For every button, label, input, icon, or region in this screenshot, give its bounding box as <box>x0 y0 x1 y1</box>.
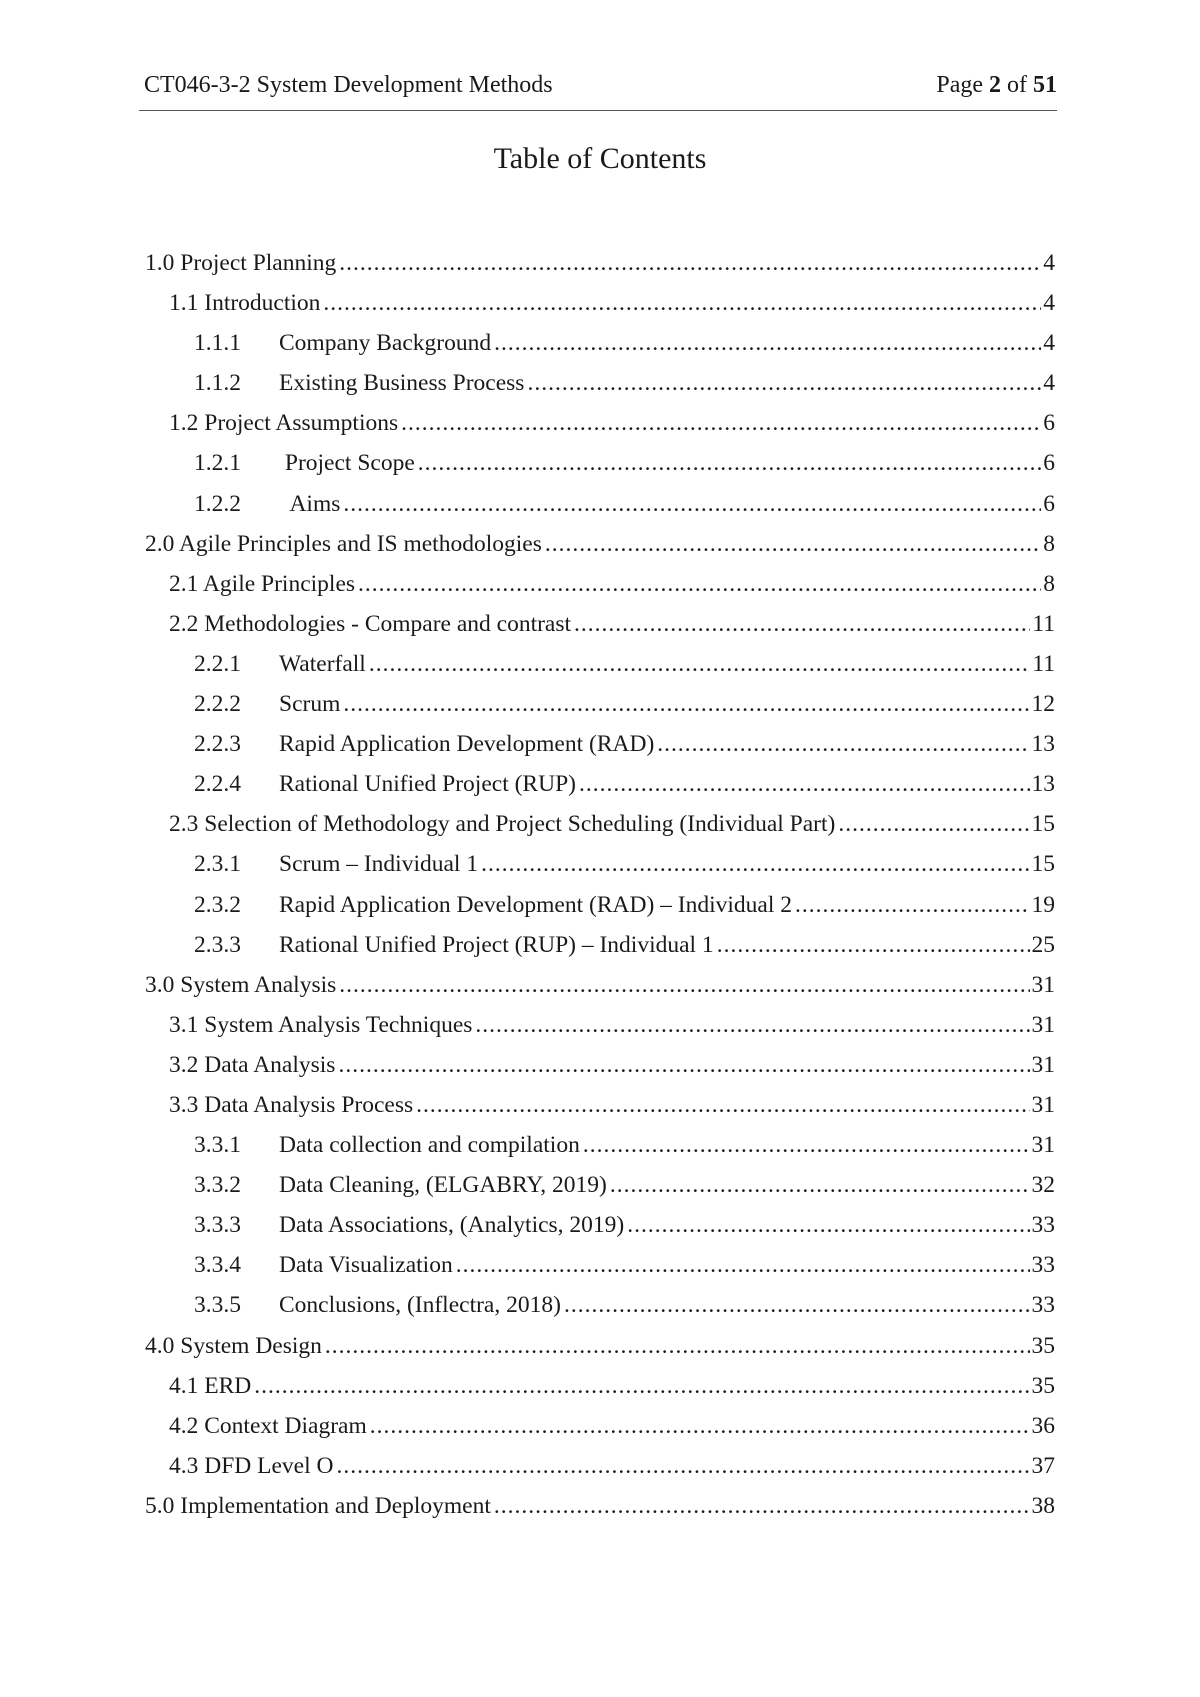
toc-entry-title: 2.2 Methodologies - Compare and contrast <box>169 610 572 637</box>
toc-entry-number: 2.3.1 <box>194 851 241 878</box>
toc-entry[interactable] <box>145 646 1055 686</box>
toc-entry[interactable] <box>145 486 1055 526</box>
toc-entry-title: Data Cleaning, (ELGABRY, 2019) <box>279 1172 607 1199</box>
toc-title: Table of Contents <box>493 142 707 175</box>
toc-entry-number: 3.3.5 <box>194 1292 241 1319</box>
toc-entry-page: 6 <box>1043 410 1055 437</box>
toc-entry-page: 38 <box>1031 1492 1055 1519</box>
toc-entry-title: 4.0 System Design <box>145 1332 322 1359</box>
toc-entry-title: Project Scope <box>279 450 415 477</box>
toc-entry-title: 4.1 ERD <box>169 1372 252 1399</box>
toc-entry-number: 3.3.1 <box>194 1132 241 1159</box>
toc-entry[interactable] <box>145 1408 1055 1448</box>
toc-entry[interactable] <box>145 846 1055 886</box>
toc-entry-number: 1.2.2 <box>194 490 241 517</box>
toc-entry-page: 33 <box>1031 1212 1055 1239</box>
toc-dot-leader <box>494 1488 1030 1524</box>
toc-entry[interactable] <box>145 526 1055 566</box>
toc-entry[interactable] <box>145 1167 1055 1207</box>
toc-entry-page: 37 <box>1031 1452 1055 1479</box>
toc-entry-title: 1.0 Project Planning <box>145 250 337 276</box>
toc-entry[interactable] <box>145 1087 1055 1127</box>
toc-entry-page: 32 <box>1031 1172 1055 1199</box>
toc-dot-leader <box>416 1087 1029 1123</box>
toc-list <box>145 245 1055 1528</box>
toc-entry[interactable] <box>145 806 1055 846</box>
toc-dot-leader <box>456 1247 1030 1283</box>
toc-entry[interactable] <box>145 887 1055 927</box>
toc-dot-leader <box>418 445 1042 481</box>
toc-entry-number: 1.1.2 <box>194 370 241 397</box>
toc-entry-title: Rapid Application Development (RAD) <box>279 731 655 758</box>
toc-entry-page: 36 <box>1031 1412 1055 1439</box>
toc-dot-leader <box>369 646 1031 682</box>
toc-entry-title: Data Visualization <box>279 1252 453 1279</box>
page-indicator <box>936 72 1057 99</box>
toc-entry-title: 2.0 Agile Principles and IS methodologies <box>145 530 542 557</box>
toc-entry-page: 31 <box>1031 1132 1055 1159</box>
toc-entry-page: 35 <box>1031 1372 1055 1399</box>
toc-entry-page: 13 <box>1031 771 1055 798</box>
toc-entry-title: 5.0 Implementation and Deployment <box>145 1492 491 1519</box>
toc-dot-leader <box>339 967 1029 1003</box>
toc-dot-leader <box>838 806 1029 842</box>
toc-entry[interactable] <box>145 1247 1055 1287</box>
toc-entry[interactable] <box>145 1368 1055 1408</box>
toc-dot-leader <box>627 1207 1029 1243</box>
toc-entry-title: Conclusions, (Inflectra, 2018) <box>279 1292 561 1319</box>
toc-entry-page: 33 <box>1031 1252 1055 1279</box>
toc-entry[interactable] <box>145 726 1055 766</box>
toc-entry[interactable] <box>145 606 1055 646</box>
page-prefix: Page <box>936 72 989 98</box>
toc-entry[interactable] <box>145 1047 1055 1087</box>
toc-entry-page: 4 <box>1043 370 1055 397</box>
toc-dot-leader <box>657 726 1029 762</box>
toc-entry-page: 31 <box>1031 1011 1055 1038</box>
toc-entry-title: 2.1 Agile Principles <box>169 570 356 597</box>
toc-dot-leader <box>336 1448 1029 1484</box>
page-mid: of <box>1001 72 1033 98</box>
toc-dot-leader <box>339 245 1041 281</box>
toc-dot-leader <box>370 1408 1030 1444</box>
toc-entry-page: 25 <box>1031 931 1055 958</box>
toc-entry[interactable] <box>145 1007 1055 1047</box>
toc-entry[interactable] <box>145 927 1055 967</box>
toc-entry[interactable] <box>145 766 1055 806</box>
page-header <box>139 68 1057 111</box>
toc-entry[interactable] <box>145 1287 1055 1327</box>
toc-entry[interactable] <box>145 445 1055 485</box>
toc-entry-page: 11 <box>1032 610 1055 637</box>
toc-entry-page: 12 <box>1031 691 1055 718</box>
toc-dot-leader <box>323 285 1041 321</box>
toc-entry[interactable] <box>145 967 1055 1007</box>
toc-entry[interactable] <box>145 245 1055 285</box>
toc-entry-title: 3.2 Data Analysis <box>169 1051 336 1078</box>
toc-entry-number: 2.2.4 <box>194 771 241 798</box>
toc-dot-leader <box>325 1328 1030 1364</box>
toc-entry-number: 2.2.1 <box>194 650 241 677</box>
toc-dot-leader <box>579 766 1030 802</box>
toc-entry[interactable] <box>145 285 1055 325</box>
toc-dot-leader <box>401 405 1041 441</box>
toc-entry-title: 2.3 Selection of Methodology and Project Scheduling (Individual Part) <box>169 811 836 838</box>
toc-entry[interactable] <box>145 1488 1055 1528</box>
toc-entry-page: 33 <box>1031 1292 1055 1319</box>
toc-dot-leader <box>475 1007 1029 1043</box>
toc-entry-page: 4 <box>1043 250 1055 276</box>
toc-entry-page: 6 <box>1043 490 1055 517</box>
toc-entry-page: 13 <box>1031 731 1055 758</box>
toc-dot-leader <box>574 606 1030 642</box>
toc-entry[interactable] <box>145 566 1055 606</box>
toc-entry-title: Rational Unified Project (RUP) – Individual 1 <box>279 931 714 958</box>
toc-entry-page: 15 <box>1031 811 1055 838</box>
toc-entry-page: 8 <box>1043 570 1055 597</box>
toc-dot-leader <box>717 927 1030 963</box>
toc-entry-number: 2.3.3 <box>194 931 241 958</box>
toc-entry-page: 15 <box>1031 851 1055 878</box>
toc-dot-leader <box>527 365 1041 401</box>
toc-entry-title: 4.3 DFD Level O <box>169 1452 334 1479</box>
toc-entry-title: 4.2 Context Diagram <box>169 1412 367 1439</box>
toc-entry[interactable] <box>145 686 1055 726</box>
toc-entry-number: 3.3.4 <box>194 1252 241 1279</box>
toc-entry-page: 6 <box>1043 450 1055 477</box>
page-current: 2 <box>989 72 1001 98</box>
toc-entry-title: Aims <box>279 490 341 517</box>
toc-entry-title: Existing Business Process <box>279 370 525 397</box>
toc-entry-number: 3.3.2 <box>194 1172 241 1199</box>
toc-entry-title: 1.2 Project Assumptions <box>169 410 399 437</box>
toc-entry-page: 31 <box>1031 971 1055 998</box>
toc-dot-leader <box>358 566 1041 602</box>
toc-entry-title: 3.3 Data Analysis Process <box>169 1091 414 1118</box>
toc-dot-leader <box>481 846 1029 882</box>
toc-entry-page: 19 <box>1031 891 1055 918</box>
toc-entry-number: 1.2.1 <box>194 450 241 477</box>
toc-entry-page: 31 <box>1031 1091 1055 1118</box>
toc-entry-title: 3.0 System Analysis <box>145 971 337 998</box>
toc-dot-leader <box>545 526 1041 562</box>
toc-entry-number: 2.3.2 <box>194 891 241 918</box>
toc-entry-page: 31 <box>1031 1051 1055 1078</box>
toc-dot-leader <box>254 1368 1029 1404</box>
toc-dot-leader <box>583 1127 1030 1163</box>
toc-entry-page: 4 <box>1043 290 1055 317</box>
toc-entry-title: Waterfall <box>279 650 366 677</box>
toc-entry-title: 1.1 Introduction <box>169 290 321 317</box>
toc-entry[interactable] <box>145 1207 1055 1247</box>
page-total: 51 <box>1033 72 1057 98</box>
toc-entry-title: Rational Unified Project (RUP) <box>279 771 576 798</box>
toc-entry-number: 3.3.3 <box>194 1212 241 1239</box>
toc-entry[interactable] <box>145 405 1055 445</box>
toc-entry-title: Data Associations, (Analytics, 2019) <box>279 1212 625 1239</box>
toc-entry-number: 1.1.1 <box>194 330 241 357</box>
course-title: CT046-3-2 System Development Methods <box>144 72 553 98</box>
toc-entry-title: Scrum <box>279 691 341 718</box>
toc-entry[interactable] <box>145 1448 1055 1488</box>
toc-entry-title: Scrum – Individual 1 <box>279 851 479 878</box>
toc-entry[interactable] <box>145 325 1055 365</box>
toc-entry[interactable] <box>145 1127 1055 1167</box>
toc-dot-leader <box>610 1167 1030 1203</box>
toc-dot-leader <box>564 1287 1030 1323</box>
toc-entry-page: 35 <box>1031 1332 1055 1359</box>
toc-entry-title: Rapid Application Development (RAD) – Individual 2 <box>279 891 792 918</box>
toc-entry-number: 2.2.2 <box>194 691 241 718</box>
toc-dot-leader <box>494 325 1041 361</box>
toc-dot-leader <box>343 686 1029 722</box>
toc-dot-leader <box>338 1047 1029 1083</box>
toc-entry[interactable] <box>145 1328 1055 1368</box>
toc-entry-number: 2.2.3 <box>194 731 241 758</box>
toc-entry-title: Company Background <box>279 330 492 357</box>
toc-entry-title: 3.1 System Analysis Techniques <box>169 1011 473 1038</box>
toc-dot-leader <box>795 887 1030 923</box>
toc-entry-page: 4 <box>1043 330 1055 357</box>
toc-dot-leader <box>343 486 1041 522</box>
toc-entry-page: 11 <box>1032 650 1055 677</box>
toc-entry-title: Data collection and compilation <box>279 1132 580 1159</box>
toc-entry-page: 8 <box>1043 530 1055 557</box>
toc-entry[interactable] <box>145 365 1055 405</box>
